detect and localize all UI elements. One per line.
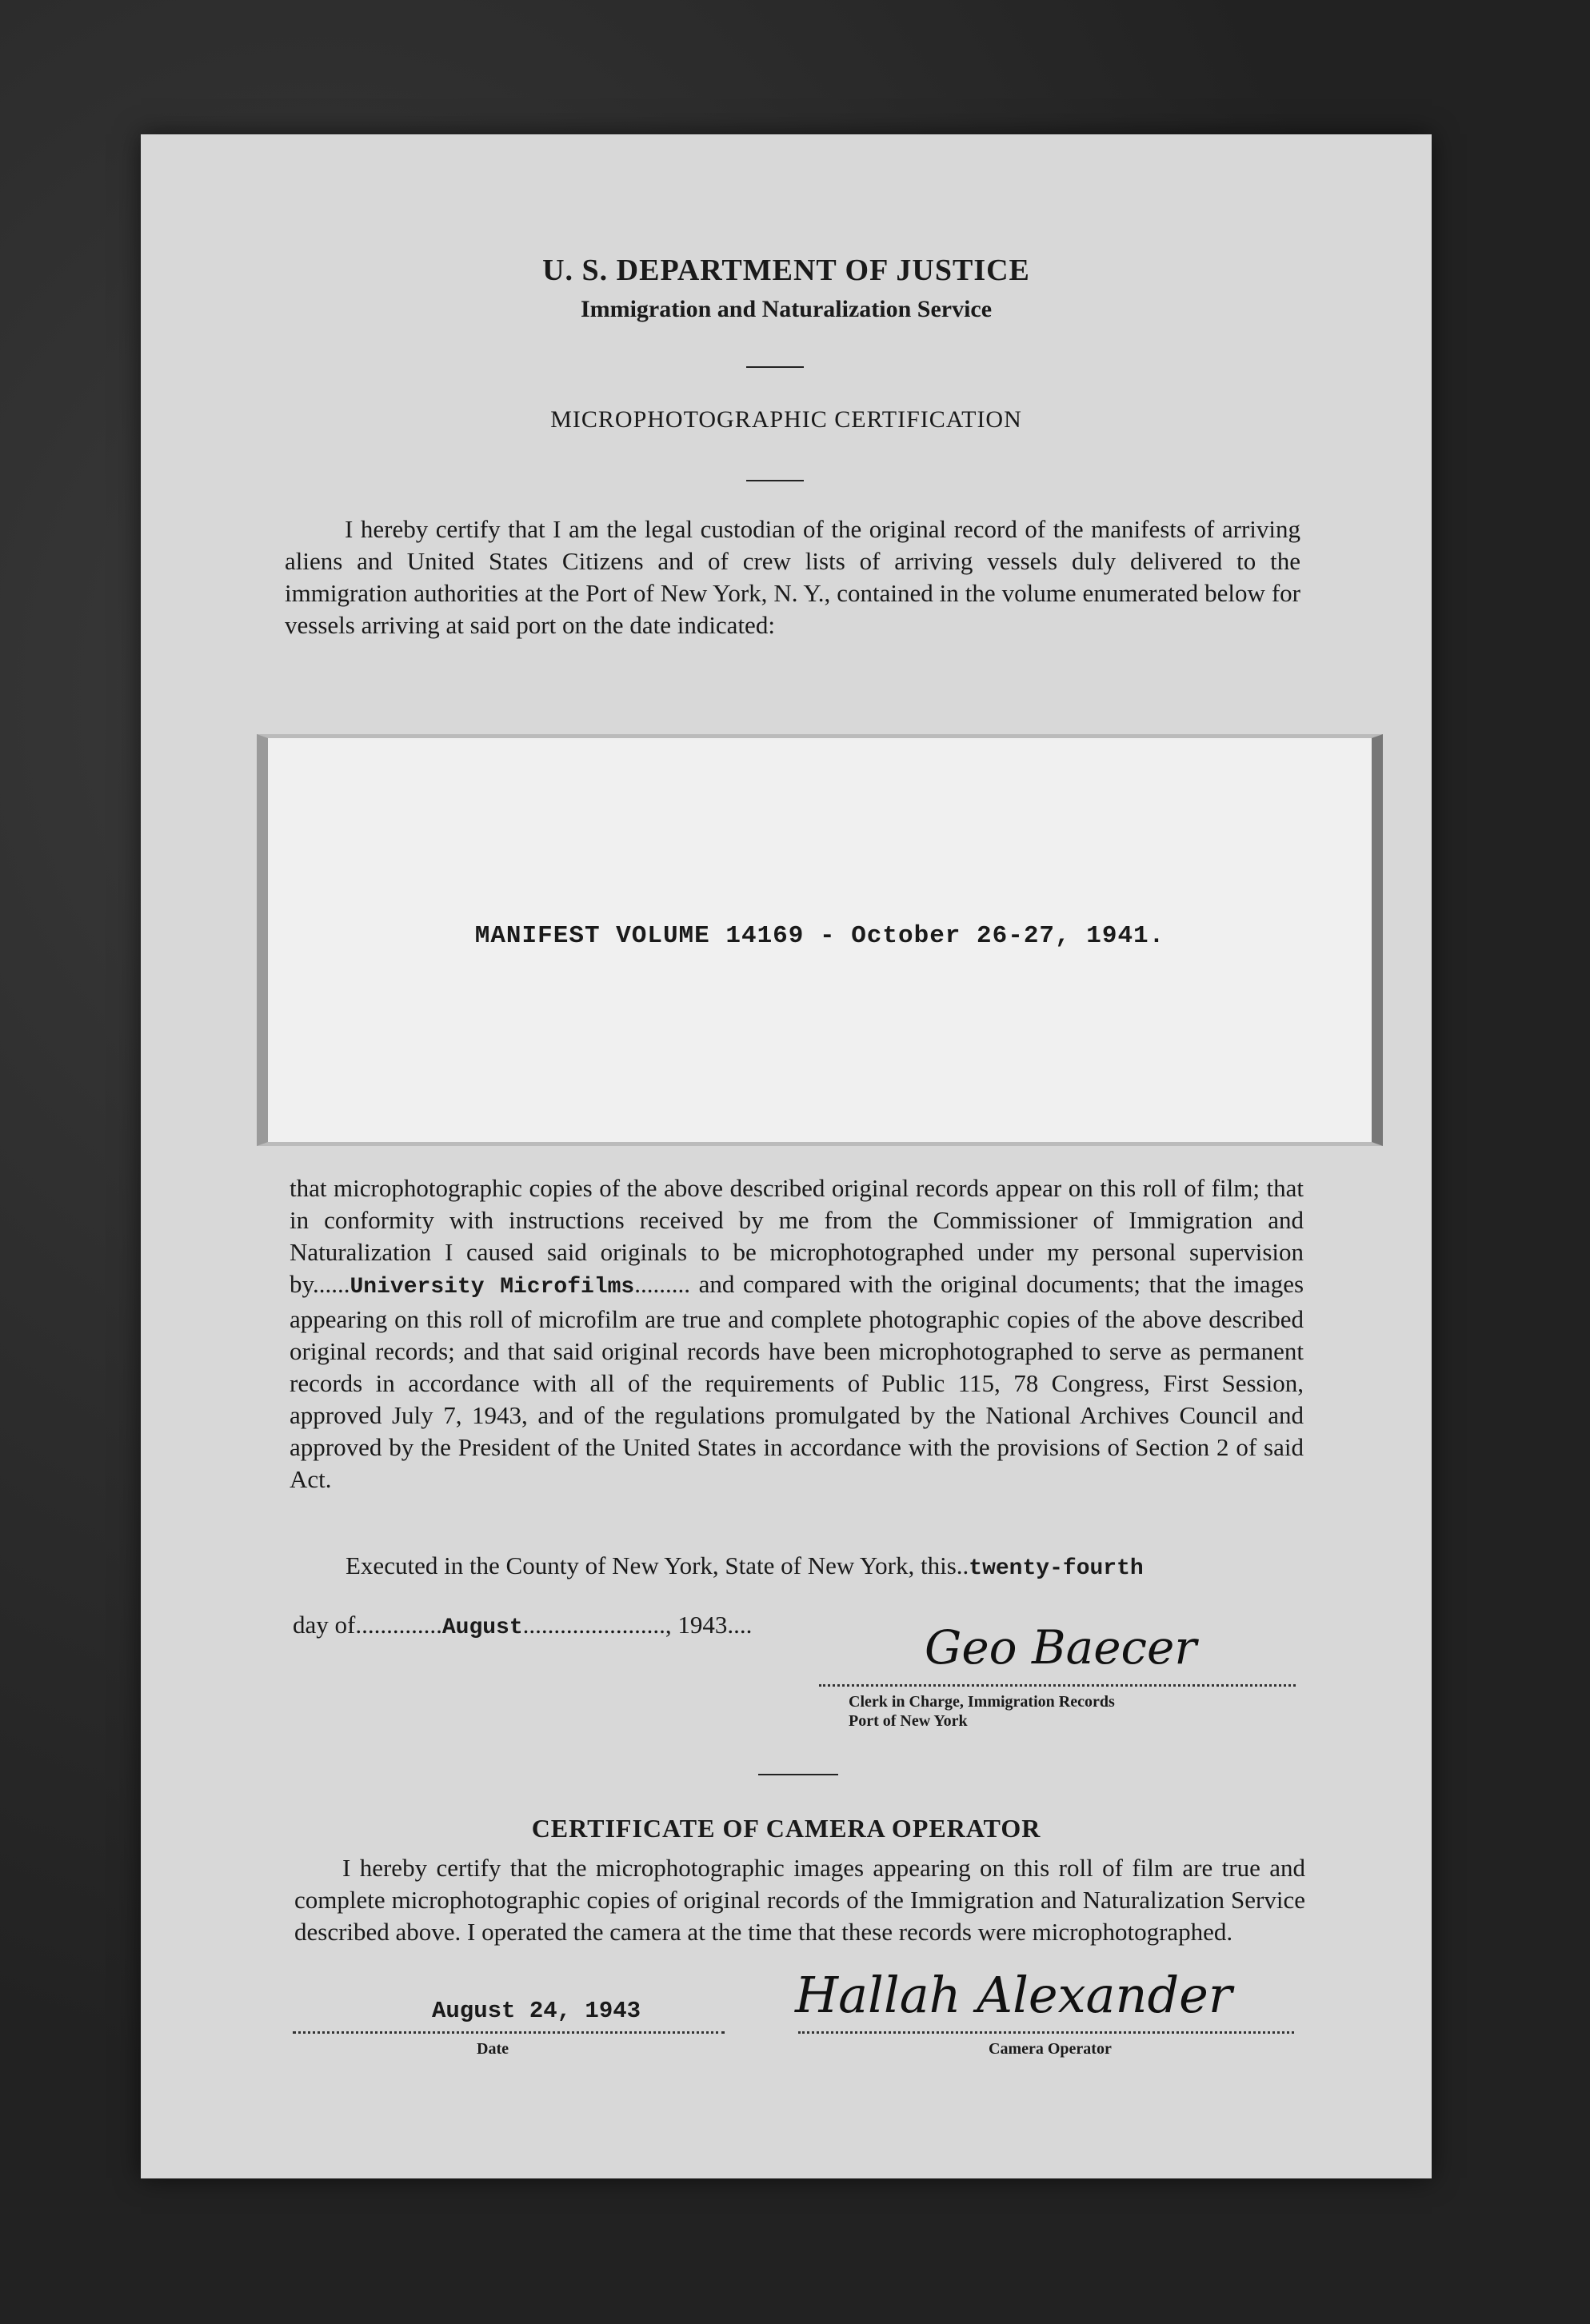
clerk-signature-line [819,1676,1296,1687]
divider-1 [746,366,804,368]
execution-day: twenty-fourth [969,1556,1144,1581]
clerk-title [849,1692,1115,1731]
date-signature-line [293,2023,725,2034]
department-heading: U. S. DEPARTMENT OF JUSTICE [542,254,1030,287]
operator-date: August 24, 1943 [432,1998,641,2024]
clerk-title-line-2: Port of New York [849,1712,968,1730]
manifest-card-text: MANIFEST VOLUME 14169 - October 26-27, 1941. [474,922,1165,950]
camera-certificate-paragraph: I hereby certify that the microphotographic images appearing on this roll of film are true and complete microphotographic copies of original records of the Immigration and Naturalization Service described above. I operated the camera at the time that these records were microphotographed. [294,1854,1305,1946]
execution-prefix: Executed in the County of New York, State of New York, this [346,1551,957,1579]
date-label: Date [477,2040,509,2058]
service-heading: Immigration and Naturalization Service [580,296,993,322]
operator-signature-line [798,2023,1294,2034]
manifest-card [257,734,1383,1146]
body-part-1: that microphotographic copies of the above described original records appear on this roll of film; that in conformity with instructions received by me from the Commissioner of Immigration and Naturalization I caused said originals to be microphotographed under my personal supervision by [290,1174,1304,1298]
execution-month: August [441,1615,523,1640]
clerk-signature: Geo Baecer [925,1620,1197,1675]
divider-2 [746,480,804,481]
operator-signature: Hallah Alexander [795,1966,1232,2024]
supervisor-name: University Microfilms [350,1275,635,1300]
operator-label: Camera Operator [989,2040,1112,2058]
certificate-sheet [141,134,1432,2178]
execution-year: , 1943 [665,1611,728,1639]
camera-certificate-title: CERTIFICATE OF CAMERA OPERATOR [531,1814,1041,1843]
divider-3 [758,1774,838,1775]
intro-paragraph: I hereby certify that I am the legal custodian of the original record of the manifests of arriving aliens and United States Citizens and of crew lists of arriving vessels duly delivered to the immigration authorities at the Port of New York, N. Y., contained in the volume enumerated below for vessels arriving at said port on the date indicated: [285,515,1300,639]
clerk-title-line-1: Clerk in Charge, Immigration Records [849,1693,1115,1711]
execution-line: Executed in the County of New York, State of New York, this..twenty-fourth [346,1551,1144,1581]
execution-date-line: day of..............August......................., 1943.... [293,1611,753,1640]
day-of-label: day of [293,1611,356,1639]
body-paragraph: that microphotographic copies of the above described original records appear on this roll of film; that in conformity with instructions received by me from the Commissioner of Immigration and Naturalization I caused said originals to be microphotographed under my personal supervision by......University Microfilms......... and compared with the original documents; that the images appearing on this roll of microfilm are true and complete photographic copies of the above described original records; and that said original records have been microphotographed to serve as permanent records in accordance with all of the requirements of Public 115, 78 Congress, First Session, approved July 7, 1943, and of the regulations promulgated by the National Archives Council and approved by the President of the United States in accordance with the provisions of Section 2 of said Act. [290,1174,1304,1493]
certification-title: MICROPHOTOGRAPHIC CERTIFICATION [550,406,1022,433]
body-part-2: and compared with the original documents; that the images appearing on this roll of microfilm are true and complete photographic copies of the above described original records; and that said original records have been microphotographed to serve as permanent records in accordance with all of the requirements of Public 115, 78 Congress, First Session, approved July 7, 1943, and of the regulations promulgated by the National Archives Council and approved by the President of the United States in accordance with the provisions of Section 2 of said Act. [290,1270,1304,1493]
